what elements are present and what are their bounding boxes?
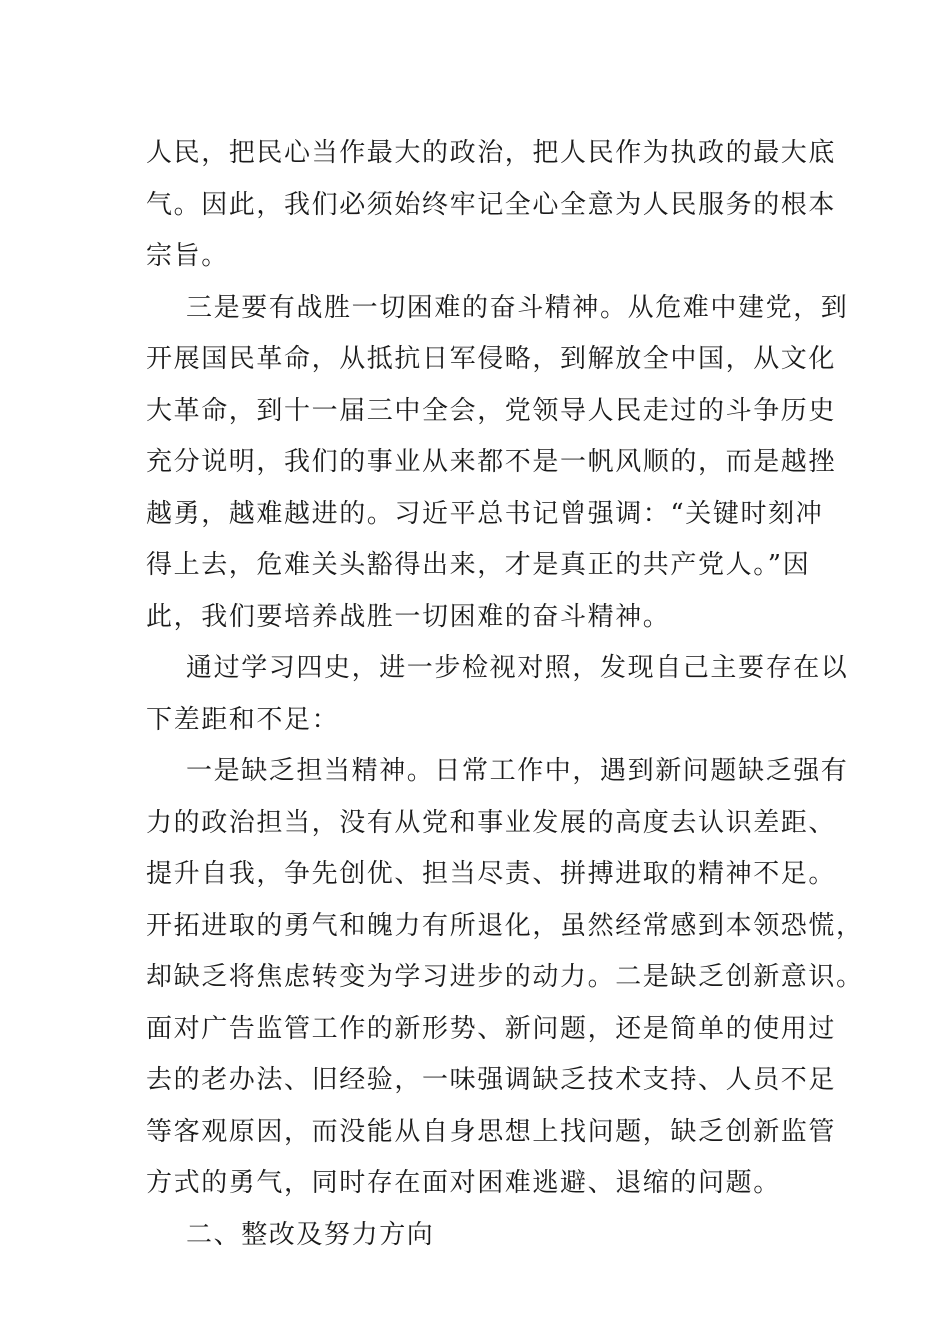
text-line: 方式的勇气，同时存在面对困难逃避、退缩的问题。 [146, 1168, 781, 1198]
text-line: 宗旨。 [146, 241, 229, 271]
text-line: 通过学习四史，进一步检视对照，发现自己主要存在以 [186, 653, 849, 683]
text-line: 下差距和不足： [146, 704, 340, 735]
text-line: 等客观原因，而没能从自身思想上找问题，缺乏创新监管 [146, 1116, 837, 1147]
text-line: 三是要有战胜一切困难的奋斗精神。从危难中建党，到 [186, 292, 849, 323]
text-line: 气。因此，我们必须始终牢记全心全意为人民服务的根本 [146, 189, 837, 220]
text-line: 大革命，到十一届三中全会，党领导人民走过的斗争历史 [146, 395, 837, 426]
body-text [146, 128, 864, 1261]
text-line: 面对广告监管工作的新形势、新问题，还是简单的使用过 [146, 1013, 837, 1044]
text-line: 开拓进取的勇气和魄力有所退化，虽然经常感到本领恐慌， [146, 910, 864, 941]
text-line: 得上去，危难关头豁得出来，才是真正的共产党人。”因 [146, 550, 811, 580]
text-line: 却缺乏将焦虑转变为学习进步的动力。二是缺乏创新意识。 [146, 962, 864, 992]
text-line: 人民，把民心当作最大的政治，把人民作为执政的最大底 [146, 138, 837, 168]
text-line: 充分说明，我们的事业从来都不是一帆风顺的，而是越挫 [146, 447, 837, 477]
text-line: 力的政治担当，没有从党和事业发展的高度去认识差距、 [146, 807, 837, 838]
text-line: 开展国民革命，从抵抗日军侵略，到解放全中国，从文化 [146, 344, 837, 374]
text-line: 此，我们要培养战胜一切困难的奋斗精神。 [146, 601, 671, 632]
text-line: 越勇，越难越进的。习近平总书记曾强调：“关键时刻冲 [146, 498, 824, 529]
section-heading: 二、整改及努力方向 [186, 1219, 435, 1250]
text-line: 去的老办法、旧经验，一味强调缺乏技术支持、人员不足 [146, 1065, 837, 1095]
text-line: 一是缺乏担当精神。日常工作中，遇到新问题缺乏强有 [186, 756, 849, 786]
text-line: 提升自我，争先创优、担当尽责、拼搏进取的精神不足。 [146, 859, 837, 889]
